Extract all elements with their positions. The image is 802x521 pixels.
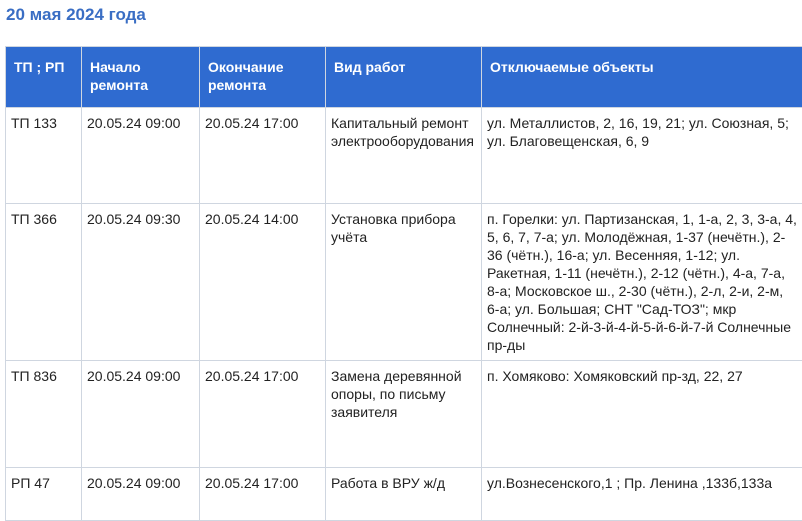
column-header-start: Начало ремонта xyxy=(82,47,200,108)
cell-work-type: Замена деревянной опоры, по письму заявителя xyxy=(326,361,482,468)
cell-station: РП 47 xyxy=(6,468,82,521)
cell-affected-objects: ул.Вознесенского,1 ; Пр. Ленина ,133б,133а xyxy=(482,468,802,521)
cell-work-type: Установка прибора учёта xyxy=(326,204,482,361)
table-row xyxy=(6,361,802,468)
column-header-work-type: Вид работ xyxy=(326,47,482,108)
cell-affected-objects: ул. Металлистов, 2, 16, 19, 21; ул. Союзная, 5; ул. Благовещенская, 6, 9 xyxy=(482,108,802,204)
cell-affected-objects: п. Горелки: ул. Партизанская, 1, 1-а, 2, 3, 3-а, 4, 5, 6, 7, 7-а; ул. Молодёжная, 1-37 (нечётн.), 2-36 (чётн.), 16-а; ул. Весенняя, 1-12; ул. Ракетная, 1-11 (нечётн.), 2-12 (чётн.), 4-а, 7-а, 8-а; Московское ш., 2-30 (чётн.), 2-л, 2-и, 2-м, 6-а; ул. Большая; СНТ "Сад-ТОЗ"; мкр Солнечный: 2-й-3-й-4-й-5-й-6-й-7-й Солнечные пр-ды xyxy=(482,204,802,361)
column-header-affected-objects: Отключаемые объекты xyxy=(482,47,802,108)
cell-work-type: Работа в ВРУ ж/д xyxy=(326,468,482,521)
cell-start: 20.05.24 09:00 xyxy=(82,361,200,468)
cell-start: 20.05.24 09:30 xyxy=(82,204,200,361)
cell-station: ТП 133 xyxy=(6,108,82,204)
table-row xyxy=(6,468,802,521)
cell-end: 20.05.24 17:00 xyxy=(200,468,326,521)
cell-start: 20.05.24 09:00 xyxy=(82,468,200,521)
cell-end: 20.05.24 14:00 xyxy=(200,204,326,361)
table-row xyxy=(6,108,802,204)
cell-station: ТП 366 xyxy=(6,204,82,361)
column-header-end: Окончание ремонта xyxy=(200,47,326,108)
cell-end: 20.05.24 17:00 xyxy=(200,361,326,468)
column-header-station: ТП ; РП xyxy=(6,47,82,108)
cell-end: 20.05.24 17:00 xyxy=(200,108,326,204)
table-row xyxy=(6,204,802,361)
outage-schedule-table xyxy=(5,46,802,521)
cell-start: 20.05.24 09:00 xyxy=(82,108,200,204)
cell-work-type: Капитальный ремонт электрооборудования xyxy=(326,108,482,204)
cell-station: ТП 836 xyxy=(6,361,82,468)
table-header-row xyxy=(6,47,802,108)
cell-affected-objects: п. Хомяково: Хомяковский пр-зд, 22, 27 xyxy=(482,361,802,468)
page-title: 20 мая 2024 года xyxy=(6,5,146,25)
